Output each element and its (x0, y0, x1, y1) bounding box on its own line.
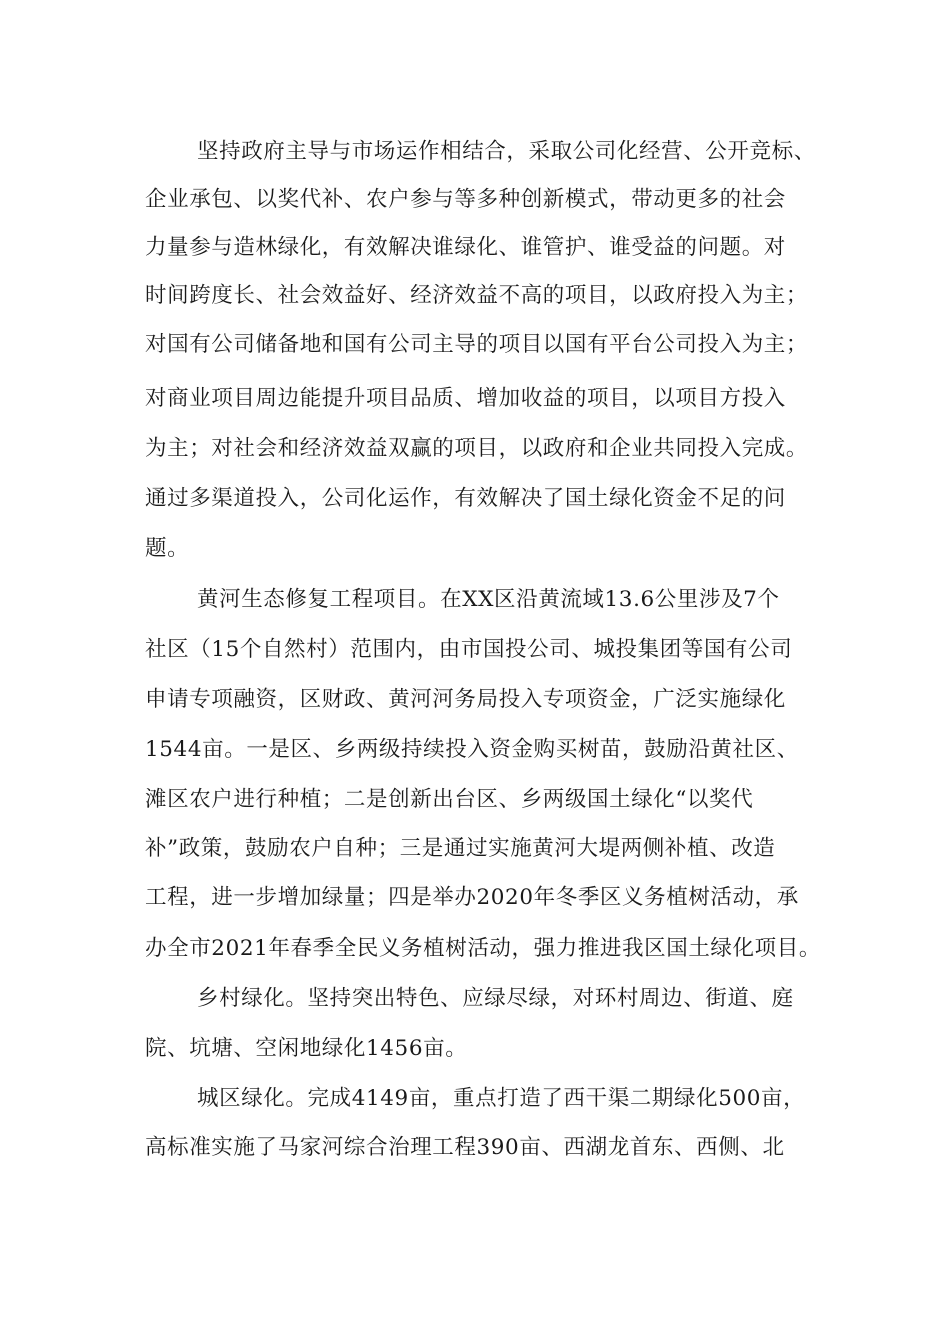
paragraph-1-line-3: 力量参与造林绿化，有效解决谁绿化、谁管护、谁受益的问题。对 (145, 235, 786, 260)
paragraph-2-line-7: 工程，进一步增加绿量；四是举办2020年冬季区义务植树活动，承 (145, 885, 799, 910)
paragraph-2-line-1: 黄河生态修复工程项目。在XX区沿黄流域13.6公里涉及7个 (197, 587, 780, 612)
paragraph-2-line-8: 办全市2021年春季全民义务植树活动，强力推进我区国土绿化项目。 (145, 936, 821, 961)
paragraph-1-line-2: 企业承包、以奖代补、农户参与等多种创新模式，带动更多的社会 (145, 187, 786, 212)
paragraph-4-line-2: 高标准实施了马家河综合治理工程390亩、西湖龙首东、西侧、北 (145, 1135, 785, 1160)
paragraph-2-line-2: 社区（15个自然村）范围内，由市国投公司、城投集团等国有公司 (145, 637, 793, 662)
paragraph-1-line-7: 为主；对社会和经济效益双赢的项目，以政府和企业共同投入完成。 (145, 436, 809, 461)
paragraph-2-line-6: 补”政策，鼓励农户自种；三是通过实施黄河大堤两侧补植、改造 (145, 836, 776, 861)
paragraph-2-line-3: 申请专项融资，区财政、黄河河务局投入专项资金，广泛实施绿化 (145, 687, 786, 712)
paragraph-1-line-1: 坚持政府主导与市场运作相结合，采取公司化经营、公开竞标、 (197, 139, 816, 164)
paragraph-1-line-6: 对商业项目周边能提升项目品质、增加收益的项目，以项目方投入 (145, 386, 786, 411)
paragraph-1-line-9: 题。 (145, 536, 190, 561)
paragraph-1-line-4: 时间跨度长、社会效益好、经济效益不高的项目，以政府投入为主； (145, 283, 809, 308)
paragraph-1-line-5: 对国有公司储备地和国有公司主导的项目以国有平台公司投入为主； (145, 332, 809, 357)
paragraph-2-line-4: 1544亩。一是区、乡两级持续投入资金购买树苗，鼓励沿黄社区、 (145, 737, 799, 762)
paragraph-2-line-5: 滩区农户进行种植；二是创新出台区、乡两级国土绿化“以奖代 (145, 787, 754, 812)
paragraph-3-line-2: 院、坑塘、空闲地绿化1456亩。 (145, 1036, 468, 1061)
paragraph-3-line-1: 乡村绿化。坚持突出特色、应绿尽绿，对环村周边、街道、庭 (197, 986, 794, 1011)
paragraph-4-line-1: 城区绿化。完成4149亩，重点打造了西干渠二期绿化500亩， (197, 1086, 806, 1111)
paragraph-1-line-8: 通过多渠道投入，公司化运作，有效解决了国土绿化资金不足的问 (145, 486, 786, 511)
